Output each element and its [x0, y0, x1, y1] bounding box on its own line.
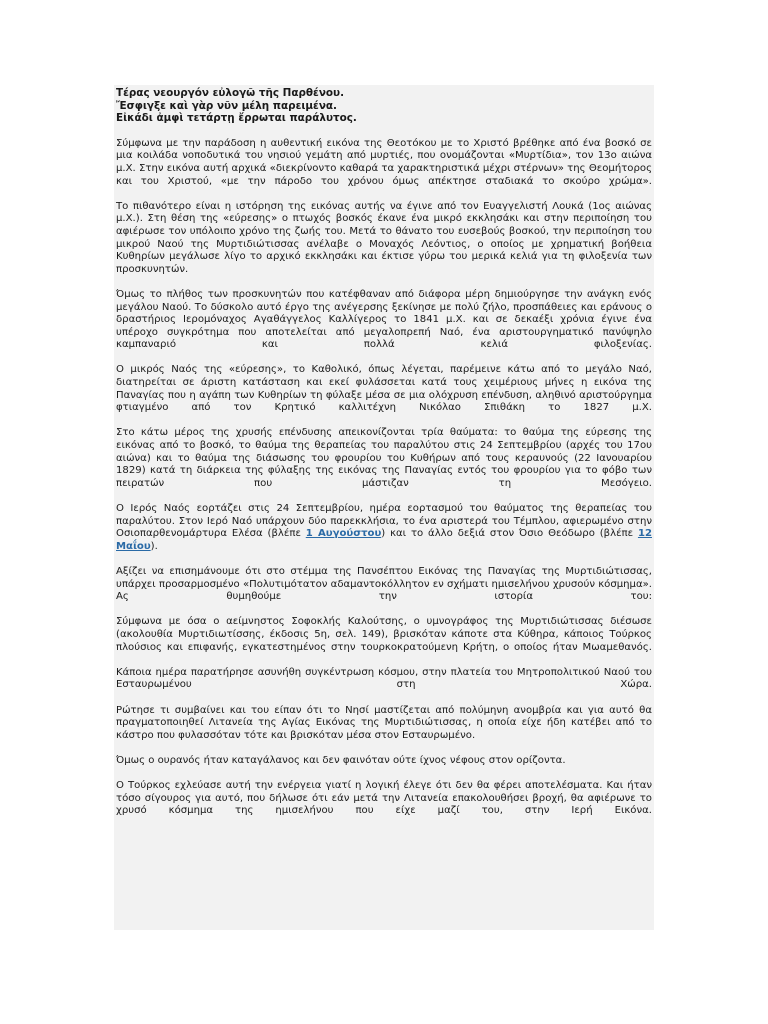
- paragraph-1: Σύμφωνα με την παράδοση η αυθεντική εικόνα της Θεοτόκου με το Χριστό βρέθηκε από ένα βοσκό σε μια κοιλάδα νοποδυτικά του νησιού γεμάτη από μυρτιές, που ονομάζονται «Μυρτίδια», τον 13ο αιώνα μ.Χ. Στην εικόνα αυτή αρχικά «διεκρίνοντο καθαρά τα χαρακτηριστικά μέχρι στέρνων» της Θεομήτορος και του Χριστού, «με την πάροδο του χρόνου όμως απέκτησε σταδιακά το σκούρο χρώμα».: [116, 137, 652, 187]
- paragraph-11: Όμως ο ουρανός ήταν καταγάλανος και δεν φαινόταν ούτε ίχνος νέφους στον ορίζοντα.: [116, 754, 566, 766]
- paragraph-3: Όμως το πλήθος των προσκυνητών που κατέφθαναν από διάφορα μέρη δημιούργησε την ανάγκη ενός μεγάλου Ναού. Το δύσκολο αυτό έργο της ανέγερσης ξεκίνησε με πολύ ζήλο, προσπάθειες και εράνους ο δραστήριος Ιερομόναχος Αγαθάγγελος Καλλίγερος το 1841 μ.Χ. και σε δεκαέξι χρόνια έγινε ένα υπέροχο συγκρότημα που αποτελείται από μεγαλοπρεπή Ναό, ένα αριστουργηματικό πανύψηλο καμπαναριό και πολλά κελιά φιλοξενίας.: [116, 288, 652, 351]
- paragraph-7: Αξίζει να επισημάνουμε ότι στο στέμμα της Πανσέπτου Εικόνας της Παναγίας της Μυρτιδιώτισσας, υπάρχει προσαρμοσμένο «Πολυτιμότατον αδαμαντοκόλλητον εν σχήματι ημισελήνου χρυσούν κόσμημα». Ας θυμηθούμε την ιστορία του:: [116, 565, 652, 603]
- paragraph-6-text-3: ).: [150, 540, 158, 552]
- verse-line-3: Εἰκάδι ἀμφὶ τετάρτῃ ἔρρωται παράλυτος.: [116, 112, 357, 125]
- verse-line-1: Τέρας νεουργόν εὐλογῶ τῆς Παρθένου.: [116, 87, 345, 99]
- link-1-august[interactable]: 1 Αυγούστου: [305, 528, 382, 540]
- paragraph-6: [116, 503, 652, 553]
- document-content: [116, 87, 652, 830]
- paragraph-5: Στο κάτω μέρος της χρυσής επένδυσης απεικονίζονται τρία θαύματα: το θαύμα της εύρεσης της εικόνας από το βοσκό, το θαύμα της θεραπείας του παραλύτου στις 24 Σεπτεμβρίου (αρχές του 17ου αιώνα) και το θαύμα της διάσωσης του φρουρίου του Κυθήρων από τους κεραυνούς (22 Ιανουαρίου 1829) κατά τη διάρκεια της φύλαξης της εικόνας της Παναγίας εντός του φρουρίου για το φόβο των πειρατών που μάστιζαν τη Μεσόγειο.: [116, 427, 652, 489]
- paragraph-4: Ο μικρός Ναός της «εύρεσης», το Καθολικό, όπως λέγεται, παρέμεινε κάτω από το μεγάλο Ναό, διατηρείται σε άριστη κατάσταση και εκεί φυλάσσεται κατά τους χειμέριους μήνες η εικόνα της Παναγίας που η αγάπη των Κυθηρίων τη φύλαξε μέσα σε μια ολόχρυση επένδυση, αληθινό αριστούργημα φτιαγμένο από τον Κρητικό καλλιτέχνη Νικόλαο Σπιθάκη το 1827 μ.Χ.: [116, 364, 652, 414]
- paragraph-8: Σύμφωνα με όσα ο αείμνηστος Σοφοκλής Καλούτσης, ο υμνογράφος της Μυρτιδιώτισσας διέσωσε (ακολουθία Μυρτιδιωτίσσης, έκδοσις 5η, σελ. 149), βρισκόταν κάποτε στα Κύθηρα, κάποιος Τούρκος πλούσιος και επιφανής, εγκατεστημένος στην τουρκοκρατούμενη Κρήτη, ο οποίος ήταν Μωαμεθανός.: [116, 616, 652, 653]
- verse-line-2: Ἔσφιγξε καὶ γὰρ νῦν μέλη παρειμένα.: [116, 99, 338, 112]
- paragraph-10: Ρώτησε τι συμβαίνει και του είπαν ότι το Νησί μαστίζεται από πολύμηνη ανομβρία και για αυτό θα πραγματοποιηθεί Λιτανεία της Αγίας Εικόνας της Μυρτιδιώτισσας, η οποία είχε ήδη κατέβει από το κάστρο που φυλασσόταν τότε και βρισκόταν μέσα στον Εσταυρωμένο.: [116, 704, 652, 741]
- paragraph-2: Το πιθανότερο είναι η ιστόρηση της εικόνας αυτής να έγινε από τον Ευαγγελιστή Λουκά (1ος αιώνας μ.Χ.). Στη θέση της «εύρεσης» ο πτωχός βοσκός έκανε ένα μικρό εκκλησάκι και στην περιποίηση του αφιέρωσε τον υπόλοιπο χρόνο της ζωής του. Μετά το θάνατο του ευσεβούς βοσκού, την περιποίηση του μικρού Ναού της Μυρτιδιώτισσας ανέλαβε ο Μοναχός Λεόντιος, ο οποίος με χρηματική βοήθεια Κυθηρίων μεγάλωσε λίγο το αρχικό εκκλησάκι και έκτισε γύρω του μερικά κελιά για τη φιλοξενία των προσκυνητών.: [116, 200, 652, 275]
- paragraph-12: Ο Τούρκος εχλεύασε αυτή την ενέργεια γιατί η λογική έλεγε ότι δεν θα φέρει αποτελέσματα. Και ήταν τόσο σίγουρος για αυτό, που δήλωσε ότι εάν μετά την Λιτανεία επακολουθήσει βροχή, θα αφιέρωνε το χρυσό κόσμημα της ημισελήνου που είχε μαζί του, στην Ιερή Εικόνα.: [116, 780, 652, 817]
- link-12-may[interactable]: 12 Μαΐου: [116, 528, 652, 552]
- paragraph-9: Κάποια ημέρα παρατήρησε ασυνήθη συγκέντρωση κόσμου, στην πλατεία του Μητροπολιτικού Ναού του Εσταυρωμένου στη Χώρα.: [116, 666, 652, 691]
- paragraph-6-text-1: Ο Ιερός Ναός εορτάζει στις 24 Σεπτεμβρίου, ημέρα εορτασμού του θαύματος της θεραπείας του παραλύτου. Στον Ιερό Ναό υπάρχουν δύο παρεκκλήσια, το ένα αριστερά του Τέμπλου, αφιερωμένο στην Οσιοπαρθενομάρτυρα Ελέσα (βλέπε: [116, 503, 652, 540]
- paragraph-6-text-2: ) και το άλλο δεξιά στον Όσιο Θεόδωρο (βλέπε: [381, 528, 638, 540]
- verse-heading: [116, 87, 652, 125]
